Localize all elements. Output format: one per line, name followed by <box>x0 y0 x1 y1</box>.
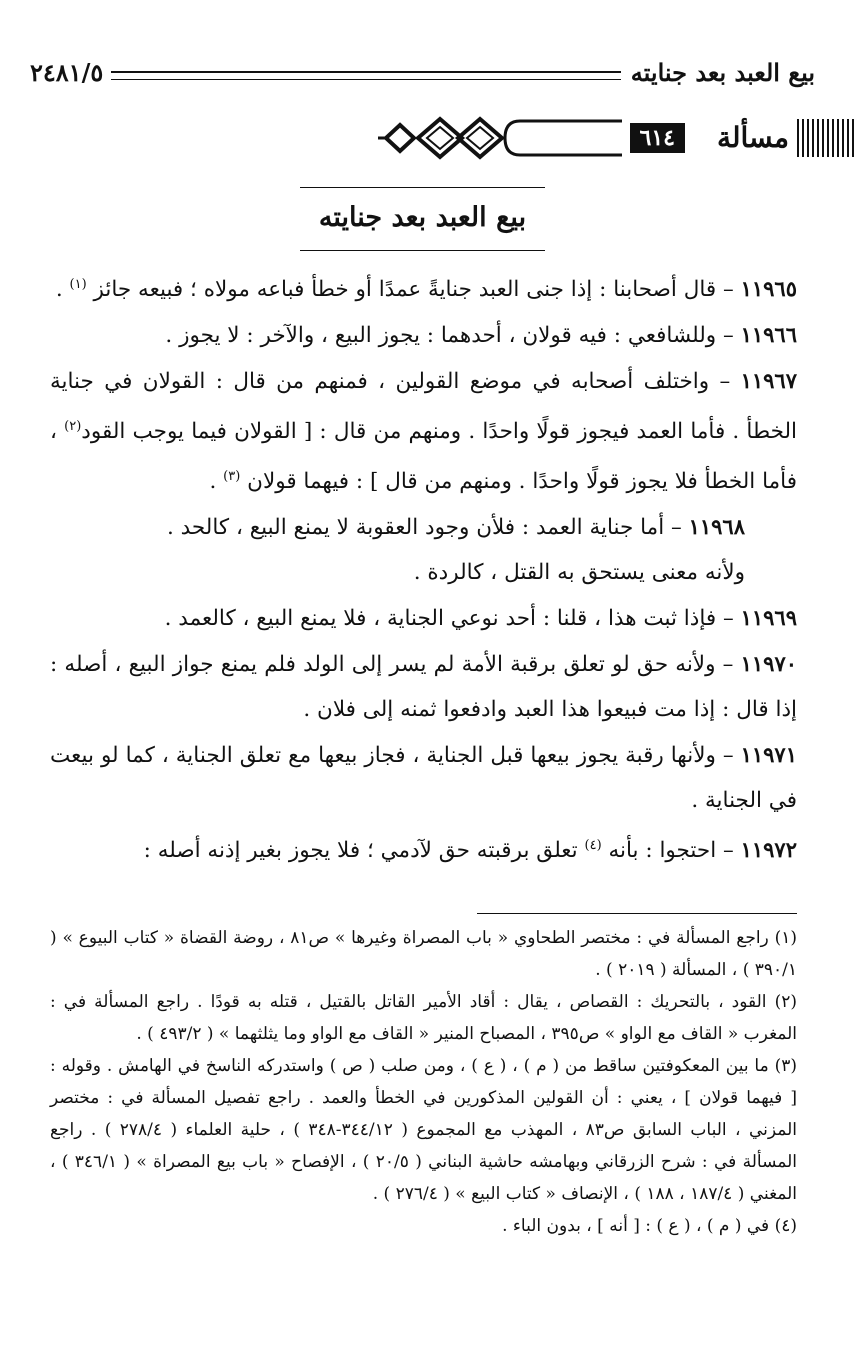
footnote-rule <box>477 913 797 914</box>
chapter-title: بيع العبد بعد جنايته <box>318 202 527 233</box>
footnote-ref: (١) <box>69 277 87 292</box>
footnote-ref: (٢) <box>64 419 82 435</box>
paragraph: ١١٩٦٨ – أما جناية العمد : فلأن وجود العقوبة لا يمنع البيع ، كالحد . <box>166 514 745 541</box>
paragraph-text: ولأنه معنى يستحق به القتل ، كالردة . <box>413 560 745 586</box>
paragraph: ١١٩٧٠ – ولأنه حق لو تعلق برقبة الأمة لم يسر إلى الولد فلم يمنع جواز البيع ، أصله : إذا قال : إذا مت فبيعوا هذا العبد وادفعوا ثمنه إلى فلان . <box>50 651 798 723</box>
running-title: بيع العبد بعد جنايته <box>630 57 815 87</box>
paragraph-text: ولأنها رقبة يجوز بيعها قبل الجناية ، فجاز بيعها مع تعلق الجناية ، كما لو بيعت في الجناية . <box>50 743 797 814</box>
hatch-ornament <box>797 119 855 157</box>
paragraph-number: ١١٩٦٨ <box>688 514 745 540</box>
paragraph-tail: . <box>209 469 224 495</box>
footnote-ref: (٣) <box>223 469 241 485</box>
paragraph-number: ١١٩٦٦ <box>740 322 797 348</box>
banner-ornament-icon <box>370 113 625 163</box>
paragraph-number: ١١٩٦٩ <box>740 605 797 631</box>
paragraph-text: فإذا ثبت هذا ، قلنا : أحد نوعي الجناية ، فلا يمنع البيع ، كالعمد . <box>164 606 717 632</box>
footnote: (٣) ما بين المعكوفتين ساقط من ( م ) ، ( ع ) ، ومن صلب ( ص ) واستدركه الناسخ في الهامش . وقوله : [ فيهما قولان ] ، يعني : أن القولين المذكورين في الخطأ والعمد . راجع تفصيل المسألة في : مختصر المزني ، الباب السابق ص٨٣ ، المهذب مع المجموع ( ٣٤٤/١٢-٣٤٨ ) ، حلية العلماء ( ٢٧٨/٤ ) . راجع المسألة في : شرح الزرقاني وبهامشه حاشية البناني ( ٢٠/٥ ) ، الإفصاح « باب بيع المصراة » ( ٣٤٦/١ ) ، المغني ( ١٨٧/٤ ، ١٨٨ ) ، الإنصاف « كتاب البيع » ( ٢٧٦/٤ ) . <box>50 1056 797 1204</box>
paragraph: ١١٩٦٧ – واختلف أصحابه في موضع القولين ، فمنهم من قال : القولان في جناية الخطأ . فأما العمد فيجوز قولًا واحدًا . ومنهم من قال : [ القولان فيما يوجب القود$^{(٢)}$ ، فأما الخطأ فلا يجوز قولًا واحدًا . ومنهم من قال ] : فيهما قولان $^{(٣)}$ . <box>50 368 797 495</box>
header-rule <box>111 71 621 80</box>
paragraph: ١١٩٧٢ – احتجوا : بأنه $^{(٤)}$ تعلق برقبته حق لآدمي ؛ فلا يجوز بغير إذنه أصله : <box>143 837 797 864</box>
paragraph <box>50 550 797 595</box>
footnote: (١) راجع المسألة في : مختصر الطحاوي « باب المصراة وغيرها » ص٨١ ، روضة القضاة « كتاب البيوع » ( ٣٩٠/١ ) ، المسألة ( ٢٠١٩ ) . <box>50 928 797 980</box>
paragraph-text: قال أصحابنا : إذا جنى العبد جنايةً عمدًا أو خطأ فباعه مولاه ؛ فبيعه جائز <box>93 277 717 303</box>
paragraph-number: ١١٩٦٥ <box>740 276 797 302</box>
footnotes <box>50 922 797 1242</box>
paragraph-text-continued: تعلق برقبته حق لآدمي ؛ فلا يجوز بغير إذنه أصله : <box>143 838 578 864</box>
paragraph: ١١٩٧١ – ولأنها رقبة يجوز بيعها قبل الجناية ، فجاز بيعها مع تعلق الجناية ، كما لو بيعت في الجناية . <box>50 742 797 814</box>
paragraph: ١١٩٦٩ – فإذا ثبت هذا ، قلنا : أحد نوعي الجناية ، فلا يمنع البيع ، كالعمد . <box>164 605 797 632</box>
running-header <box>30 52 815 92</box>
masala-number: ٦١٤ <box>630 123 685 153</box>
paragraph-text: احتجوا : بأنه <box>608 838 717 864</box>
chapter-title-box <box>300 187 545 251</box>
main-text <box>50 262 797 874</box>
masala-label: مسألة <box>716 121 789 154</box>
paragraph: ١١٩٦٦ – وللشافعي : فيه قولان ، أحدهما : يجوز البيع ، والآخر : لا يجوز . <box>165 322 797 349</box>
paragraph-text: ولأنه حق لو تعلق برقبة الأمة لم يسر إلى الولد فلم يمنع جواز البيع ، أصله : إذا قال : إذا مت فبيعوا هذا العبد وادفعوا ثمنه إلى فلان . <box>50 652 797 723</box>
paragraph-number: ١١٩٧٢ <box>740 837 797 863</box>
paragraph: ١١٩٦٥ – قال أصحابنا : إذا جنى العبد جنايةً عمدًا أو خطأ فباعه مولاه ؛ فبيعه جائز $^{(١)}$ . <box>55 276 797 303</box>
footnote: (٤) في ( م ) ، ( ع ) : [ أنه ] ، بدون الباء . <box>502 1216 797 1236</box>
paragraph-text-continued: ، فأما الخطأ فلا يجوز قولًا واحدًا . ومنهم من قال ] : فيهما قولان <box>50 419 797 495</box>
footnote: (٢) القود ، بالتحريك : القصاص ، يقال : أقاد الأمير القاتل بالقتيل ، قتله به قودًا . راجع المسألة في : المغرب « القاف مع الواو » ص٣٩٥ ، المصباح المنير « القاف مع الواو وما يثلثهما » ( ٤٩٣/٢ ) . <box>50 992 797 1044</box>
paragraph-text: واختلف أصحابه في موضع القولين ، فمنهم من قال : القولان في جناية الخطأ . فأما العمد فيجوز قولًا واحدًا . ومنهم من قال : [ القولان فيما يوجب القود <box>50 369 797 445</box>
page-reference: ٢٤٨١/٥ <box>30 57 104 87</box>
paragraph-text: وللشافعي : فيه قولان ، أحدهما : يجوز البيع ، والآخر : لا يجوز . <box>165 323 717 349</box>
paragraph-text: أما جناية العمد : فلأن وجود العقوبة لا يمنع البيع ، كالحد . <box>166 515 665 541</box>
paragraph-number: ١١٩٧٠ <box>740 651 798 677</box>
paragraph-tail: . <box>55 277 70 303</box>
masala-banner <box>355 113 855 163</box>
footnote-ref: (٤) <box>584 838 602 854</box>
paragraph-number: ١١٩٦٧ <box>740 368 797 394</box>
paragraph-number: ١١٩٧١ <box>740 742 797 768</box>
